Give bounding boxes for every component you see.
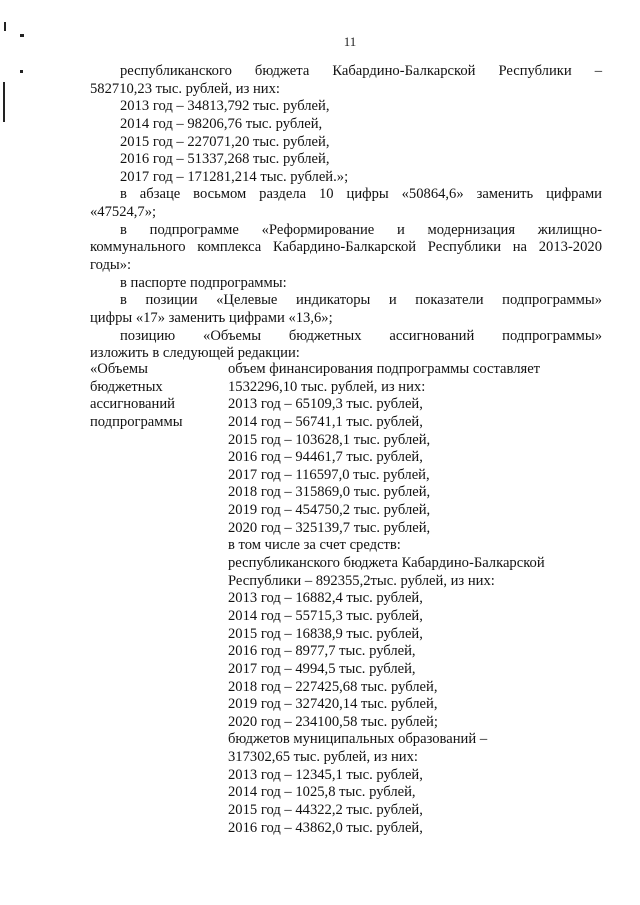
passport-value-line: 2019 год – 327420,14 тыс. рублей, bbox=[228, 696, 438, 713]
passport-value-line: 2015 год – 16838,9 тыс. рублей, bbox=[228, 625, 423, 642]
passport-label-line: «Объемы bbox=[90, 361, 148, 377]
para-passport: в паспорте подпрограммы: bbox=[120, 274, 287, 291]
margin-mark-1 bbox=[4, 22, 6, 31]
year-line: 2013 год – 34813,792 тыс. рублей, bbox=[120, 98, 330, 115]
passport-label-line: бюджетных bbox=[90, 378, 163, 395]
year-line: 2014 год – 98206,76 тыс. рублей, bbox=[120, 115, 323, 132]
para-subprogram-line-2: коммунального комплекса Кабардино-Балкарской Республики на 2013-2020 bbox=[90, 239, 602, 256]
passport-value-line: 2016 год – 94461,7 тыс. рублей, bbox=[228, 449, 423, 466]
margin-mark-3 bbox=[20, 70, 23, 73]
passport-value-line: 2019 год – 454750,2 тыс. рублей, bbox=[228, 502, 431, 519]
passport-label-line: ассигнований bbox=[90, 396, 175, 413]
passport-value-line: республиканского бюджета Кабардино-Балкарской bbox=[228, 555, 545, 572]
year-line: 2017 год – 171281,214 тыс. рублей.»; bbox=[120, 168, 349, 185]
passport-value-line: 2013 год – 12345,1 тыс. рублей, bbox=[228, 766, 423, 783]
passport-label-line: подпрограммы bbox=[90, 413, 183, 430]
page-number: 11 bbox=[343, 34, 357, 49]
passport-value-line: 2018 год – 315869,0 тыс. рублей, bbox=[228, 484, 431, 501]
passport-value-line: в том числе за счет средств: bbox=[228, 537, 401, 554]
passport-value-line: 2016 год – 43862,0 тыс. рублей, bbox=[228, 819, 423, 836]
para-abzac-line-2: «47524,7»; bbox=[90, 204, 157, 221]
passport-value-line: 2020 год – 325139,7 тыс. рублей, bbox=[228, 519, 431, 536]
passport-value-line: 2015 год – 44322,2 тыс. рублей, bbox=[228, 802, 423, 819]
passport-label-column bbox=[90, 361, 220, 432]
year-line: 2015 год – 227071,20 тыс. рублей, bbox=[120, 133, 330, 150]
para-abzac-line-1: в абзаце восьмом раздела 10 цифры «50864,6» заменить цифрами bbox=[120, 186, 602, 203]
passport-value-line: 2020 год – 234100,58 тыс. рублей; bbox=[228, 713, 438, 730]
passport-value-line: Республики – 892355,2тыс. рублей, из них: bbox=[228, 572, 495, 589]
passport-value-line: 2014 год – 55715,3 тыс. рублей, bbox=[228, 607, 423, 624]
margin-mark-4 bbox=[3, 82, 5, 122]
passport-value-column bbox=[228, 361, 608, 837]
body-text bbox=[90, 63, 602, 363]
passport-value-line: 2016 год – 8977,7 тыс. рублей, bbox=[228, 643, 416, 660]
passport-value-line: объем финансирования подпрограммы составляет bbox=[228, 361, 541, 377]
passport-value-line: 2013 год – 65109,3 тыс. рублей, bbox=[228, 396, 423, 413]
passport-value-line: 2017 год – 116597,0 тыс. рублей, bbox=[228, 466, 430, 483]
para-subprogram-line-3: годы»: bbox=[90, 257, 132, 274]
para-volumes-line-1: позицию «Объемы бюджетных ассигнований подпрограммы» bbox=[120, 327, 602, 344]
passport-value-line: бюджетов муниципальных образований – bbox=[228, 731, 488, 748]
passport-value-line: 1532296,10 тыс. рублей, из них: bbox=[228, 378, 426, 395]
passport-value-line: 2015 год – 103628,1 тыс. рублей, bbox=[228, 431, 431, 448]
passport-value-line: 317302,65 тыс. рублей, из них: bbox=[228, 749, 418, 766]
para-targets-line-1: в позиции «Целевые индикаторы и показатели подпрограммы» bbox=[120, 292, 602, 309]
year-line: 2016 год – 51337,268 тыс. рублей, bbox=[120, 151, 330, 168]
para-volumes-line-2: изложить в следующей редакции: bbox=[90, 345, 300, 362]
para-subprogram-line-1: в подпрограмме «Реформирование и модернизация жилищно- bbox=[120, 221, 602, 238]
passport-value-line: 2017 год – 4994,5 тыс. рублей, bbox=[228, 660, 416, 677]
passport-value-line: 2014 год – 1025,8 тыс. рублей, bbox=[228, 784, 416, 801]
passport-value-line: 2018 год – 227425,68 тыс. рублей, bbox=[228, 678, 438, 695]
passport-value-line: 2013 год – 16882,4 тыс. рублей, bbox=[228, 590, 423, 607]
intro-line-2: 582710,23 тыс. рублей, из них: bbox=[90, 80, 280, 97]
para-targets-line-2: цифры «17» заменить цифрами «13,6»; bbox=[90, 309, 333, 326]
intro-line-1: республиканского бюджета Кабардино-Балкарской Республики – bbox=[120, 63, 602, 79]
passport-value-line: 2014 год – 56741,1 тыс. рублей, bbox=[228, 413, 423, 430]
